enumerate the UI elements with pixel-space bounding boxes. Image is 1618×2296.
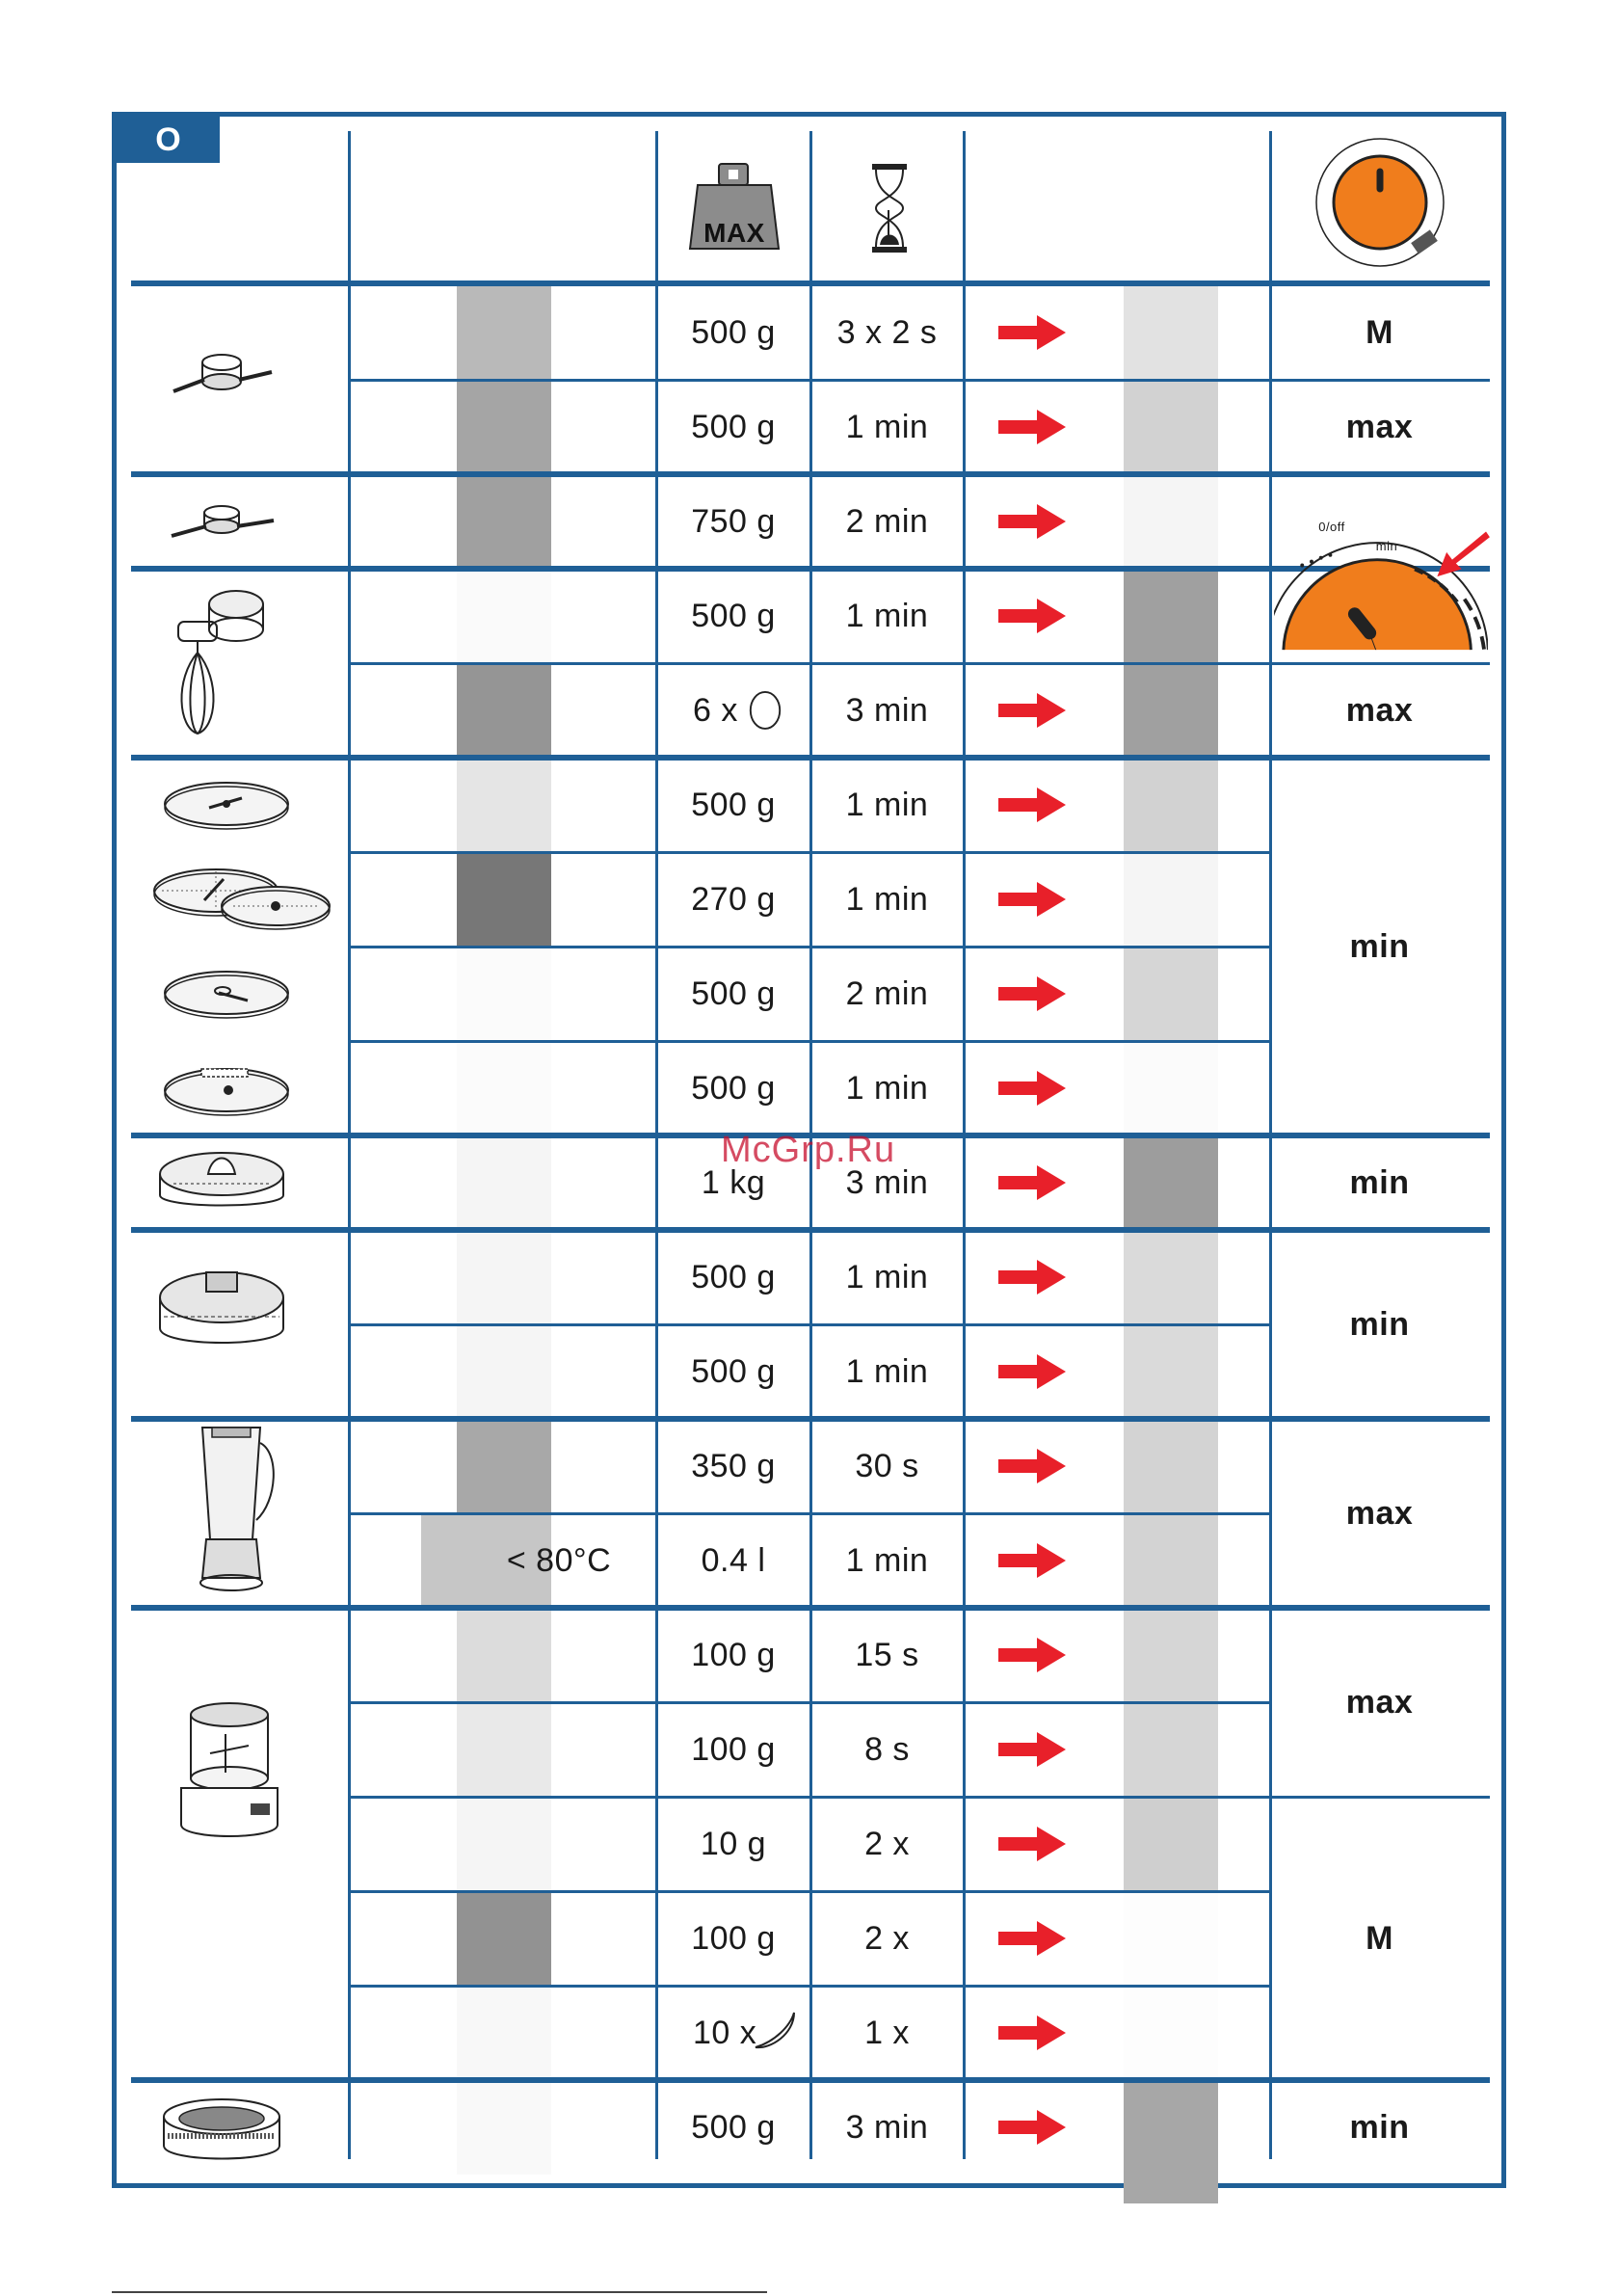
result-shade xyxy=(1124,663,1218,758)
speed-setting: min xyxy=(1349,1163,1410,1201)
banana-slice-icon xyxy=(752,2009,800,2053)
red-arrow-icon xyxy=(998,788,1066,822)
time-value: 2 x xyxy=(864,1919,910,1957)
ingredient-shade xyxy=(457,947,551,1041)
hourglass-icon xyxy=(870,162,909,254)
weight-max-label: MAX xyxy=(703,218,765,248)
ingredient-shade xyxy=(457,1041,551,1135)
time-value: 1 min xyxy=(845,786,929,823)
time-value: 1 min xyxy=(845,597,929,634)
result-shade xyxy=(1124,1135,1218,1230)
result-shade xyxy=(1124,285,1218,380)
time-value: 1 min xyxy=(845,1258,929,1295)
quantity-value: 500 g xyxy=(691,313,776,351)
time-value: 30 s xyxy=(855,1447,919,1484)
fine-grating-disc-icon xyxy=(159,1055,294,1123)
dial-min-label: min xyxy=(1375,538,1398,553)
speed-setting: min xyxy=(1349,2108,1410,2146)
time-value: 1 min xyxy=(845,1352,929,1390)
quantity-value: 270 g xyxy=(691,880,776,918)
time-value: 2 x xyxy=(864,1825,910,1862)
result-shade xyxy=(1124,2080,1218,2203)
red-arrow-icon xyxy=(998,1921,1066,1956)
speed-setting: min xyxy=(1349,1305,1410,1343)
quantity-value: 500 g xyxy=(691,597,776,634)
dicing-attachment-icon xyxy=(154,1259,289,1394)
time-value: 3 min xyxy=(845,1163,929,1201)
ingredient-shade xyxy=(457,380,551,474)
speed-dial-icon xyxy=(1313,135,1447,270)
quantity-value: 100 g xyxy=(691,1730,776,1768)
red-arrow-icon xyxy=(998,1165,1066,1200)
result-shade xyxy=(1124,1324,1218,1419)
shredding-disc-icon xyxy=(159,966,294,1024)
time-value: 15 s xyxy=(855,1636,919,1673)
dial-off-label: 0/off xyxy=(1318,519,1345,534)
grating-discs-icon xyxy=(146,862,335,939)
egg-icon xyxy=(747,687,783,732)
footer-rule xyxy=(112,2291,767,2293)
red-arrow-icon xyxy=(998,1071,1066,1106)
quantity-value: 0.4 l xyxy=(701,1541,766,1579)
quantity-value: 500 g xyxy=(691,408,776,445)
red-arrow-icon xyxy=(998,1638,1066,1672)
red-arrow-icon xyxy=(998,410,1066,444)
juicer-sieve-icon xyxy=(154,2094,289,2171)
ingredient-shade xyxy=(457,2080,551,2175)
speed-setting: max xyxy=(1345,1494,1414,1532)
quantity-value: 500 g xyxy=(691,2108,776,2146)
speed-setting: M xyxy=(1366,1919,1393,1957)
quantity-value: 500 g xyxy=(691,1258,776,1295)
result-shade xyxy=(1124,947,1218,1041)
result-shade xyxy=(1124,1702,1218,1797)
time-value: 1 x xyxy=(864,2014,910,2051)
red-arrow-icon xyxy=(998,599,1066,633)
result-shade xyxy=(1124,380,1218,474)
red-arrow-icon xyxy=(998,504,1066,539)
red-arrow-icon xyxy=(998,2016,1066,2050)
time-value: 3 x 2 s xyxy=(836,313,938,351)
time-value: 1 min xyxy=(845,408,929,445)
quantity-value: 500 g xyxy=(691,786,776,823)
result-shade xyxy=(1124,474,1218,569)
time-value: 2 min xyxy=(845,974,929,1012)
speed-setting: max xyxy=(1345,691,1414,729)
quantity-value: 500 g xyxy=(691,974,776,1012)
speed-dial-min-icon xyxy=(1272,513,1490,654)
ingredient-shade xyxy=(457,1608,551,1702)
whisk-attachment-icon xyxy=(169,583,275,747)
ingredient-shade xyxy=(457,285,551,380)
time-value: 3 min xyxy=(845,2108,929,2146)
ingredient-shade xyxy=(457,663,551,758)
red-arrow-icon xyxy=(998,693,1066,728)
section-label: O xyxy=(117,117,220,163)
result-shade xyxy=(1124,852,1218,947)
temperature-note: < 80°C xyxy=(506,1541,612,1579)
time-value: 3 min xyxy=(845,691,929,729)
citrus-press-icon xyxy=(154,1145,289,1222)
ingredient-shade xyxy=(457,1986,551,2080)
chopping-blade-icon xyxy=(164,334,279,411)
quantity-value: 10 x xyxy=(693,2014,757,2051)
red-arrow-icon xyxy=(998,2110,1066,2145)
result-shade xyxy=(1124,758,1218,852)
quantity-value: 100 g xyxy=(691,1919,776,1957)
time-value: 1 min xyxy=(845,1069,929,1107)
ingredient-shade xyxy=(457,758,551,852)
time-value: 1 min xyxy=(845,1541,929,1579)
result-shade xyxy=(1124,1041,1218,1135)
red-arrow-icon xyxy=(998,1827,1066,1861)
red-arrow-icon xyxy=(998,1449,1066,1483)
ingredient-shade xyxy=(457,1419,551,1513)
ingredient-shade xyxy=(457,569,551,663)
column-divider xyxy=(348,131,351,2159)
result-shade xyxy=(1124,1230,1218,1324)
time-value: 2 min xyxy=(845,502,929,540)
speed-setting: M xyxy=(1366,313,1393,351)
time-value: 8 s xyxy=(864,1730,910,1768)
speed-setting: max xyxy=(1345,1683,1414,1721)
red-arrow-icon xyxy=(998,976,1066,1011)
blender-jug-icon xyxy=(183,1424,279,1597)
ingredient-shade xyxy=(457,1135,551,1230)
ingredient-shade xyxy=(457,1324,551,1419)
quantity-value: 10 g xyxy=(700,1825,767,1862)
red-arrow-icon xyxy=(998,1543,1066,1578)
ingredient-shade xyxy=(457,1230,551,1324)
quantity-value: 750 g xyxy=(691,502,776,540)
quantity-value: 350 g xyxy=(691,1447,776,1484)
ingredient-shade xyxy=(457,474,551,569)
result-shade xyxy=(1124,1891,1218,1986)
result-shade xyxy=(1124,1986,1218,2080)
result-shade xyxy=(1124,1608,1218,1702)
red-arrow-icon xyxy=(998,1732,1066,1767)
red-arrow-icon xyxy=(998,1260,1066,1295)
mini-chopper-icon xyxy=(172,1695,287,1850)
speed-setting: max xyxy=(1345,408,1414,445)
ingredient-shade xyxy=(457,1797,551,1891)
quantity-value: 100 g xyxy=(691,1636,776,1673)
ingredient-shade xyxy=(457,1702,551,1797)
result-shade xyxy=(1124,1419,1218,1513)
result-shade xyxy=(1124,569,1218,663)
quantity-value: 6 x xyxy=(693,691,738,729)
quantity-value: 1 kg xyxy=(701,1163,766,1201)
red-arrow-icon xyxy=(998,1354,1066,1389)
quantity-value: 500 g xyxy=(691,1352,776,1390)
red-arrow-icon xyxy=(998,882,1066,917)
time-value: 1 min xyxy=(845,880,929,918)
red-arrow-icon xyxy=(998,315,1066,350)
ingredient-shade xyxy=(457,1891,551,1986)
result-shade xyxy=(1124,1513,1218,1608)
chopping-blade-flat-icon xyxy=(164,494,279,551)
watermark: McGrp.Ru xyxy=(721,1130,896,1170)
slicing-disc-icon xyxy=(159,777,294,835)
ingredient-shade xyxy=(457,852,551,947)
quantity-value: 500 g xyxy=(691,1069,776,1107)
result-shade xyxy=(1124,1797,1218,1891)
speed-setting: min xyxy=(1349,927,1410,965)
